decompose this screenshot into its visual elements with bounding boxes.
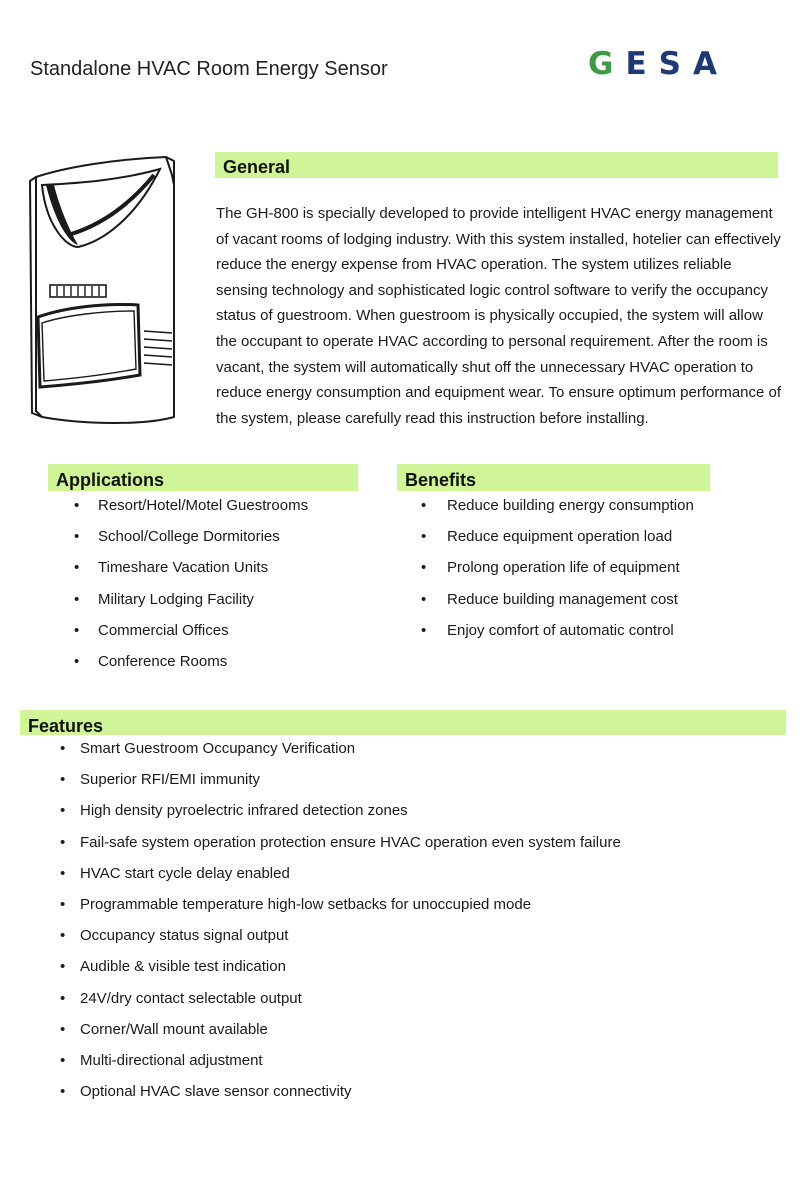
list-item: • Commercial Offices (74, 621, 229, 639)
list-item: • HVAC start cycle delay enabled (60, 864, 290, 882)
list-item: • Fail-safe system operation protection ensure HVAC operation even system failure (60, 833, 621, 851)
list-item: • Timeshare Vacation Units (74, 559, 269, 577)
applications-section-header: Applications (48, 464, 358, 491)
list-item: • Reduce building management cost (421, 590, 678, 608)
list-item: • Corner/Wall mount available (60, 1020, 268, 1038)
list-item: • Programmable temperature high-low setbacks for unoccupied mode (60, 895, 532, 913)
list-item: • Resort/Hotel/Motel Guestrooms (74, 497, 309, 514)
sensor-device-illustration (26, 155, 186, 430)
list-item: • Smart Guestroom Occupancy Verification (60, 740, 356, 757)
list-item: • Conference Rooms (74, 652, 228, 670)
list-item: • Occupancy status signal output (60, 927, 289, 945)
list-item: • Superior RFI/EMI immunity (60, 771, 261, 789)
list-item: • Reduce building energy consumption (421, 497, 694, 514)
applications-list (74, 496, 308, 683)
list-item: • Military Lodging Facility (74, 590, 254, 608)
list-item: • Optional HVAC slave sensor connectivity (60, 1083, 352, 1101)
list-item: • Enjoy comfort of automatic control (421, 621, 674, 639)
list-item: • Multi-directional adjustment (60, 1051, 263, 1069)
document-title: Standalone HVAC Room Energy Sensor (30, 58, 388, 80)
benefits-list (421, 496, 694, 652)
list-item: • Reduce equipment operation load (421, 528, 673, 546)
general-section-header: General (215, 152, 778, 178)
list-item: • 24V/dry contact selectable output (60, 989, 302, 1007)
list-item: • School/College Dormitories (74, 528, 280, 546)
features-list (60, 739, 621, 1113)
general-description: The GH-800 is specially developed to provide intelligent HVAC energy management of vacant rooms of lodging industry. With this system installed, hotelier can effectively reduce the energy expense from HVAC operation. The system utilizes reliable sensing technology and sophisticated logic control software to verify the occupancy status of guestroom. When guestroom is physically occupied, the system will allow the occupant to operate HVAC according to personal requirement. After the room is vacant, the system will automatically shut off the unnecessary HVAC operation to reduce energy consumption and equipment wear. To ensure optimum performance of the system, please carefully read this instruction before installing. (216, 205, 782, 427)
list-item: • High density pyroelectric infrared detection zones (60, 802, 408, 820)
benefits-section-header: Benefits (397, 464, 710, 491)
gesa-logo: GESA (588, 46, 729, 82)
list-item: • Prolong operation life of equipment (421, 559, 680, 577)
list-item: • Audible & visible test indication (60, 958, 286, 976)
features-section-header: Features (20, 710, 786, 735)
